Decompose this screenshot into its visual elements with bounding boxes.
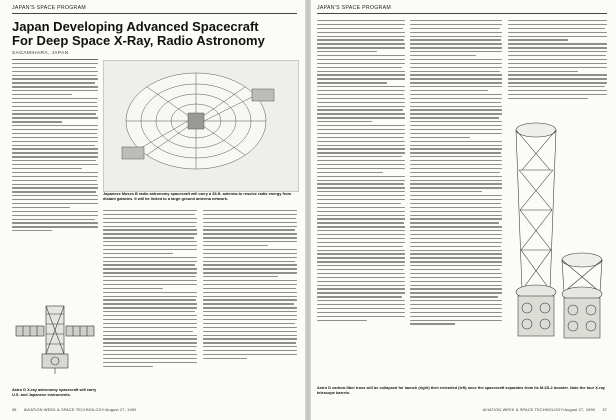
right-page	[311, 0, 616, 420]
header-rule	[12, 13, 297, 14]
body-column-5	[410, 20, 502, 327]
truss-caption: Astro D carbon-fiber truss will be collapsed for launch (right) then extended (left) once the spacecraft separates from its M-3S-2 booster. Note the four X-ray telescope barrels.	[317, 385, 605, 395]
left-page	[0, 0, 305, 420]
astro-d-truss-illustration	[508, 110, 607, 365]
left-folio	[12, 408, 136, 412]
astro-d-drawing	[12, 300, 98, 385]
astro-d-caption: Astro D X-ray astronomy spacecraft will carry U.S. and Japanese instruments.	[12, 387, 97, 397]
section-header: JAPAN'S SPACE PROGRAM	[317, 5, 391, 11]
page-number: 37	[602, 408, 607, 412]
body-column-1	[12, 59, 98, 234]
muses-b-spacecraft-illustration	[104, 61, 298, 191]
muses-b-caption: Japanese Muses B radio astronomy spacecraft will carry a 33-ft. antenna to resolve radio energy from distant galaxies. It will be linked to a large ground antenna network.	[103, 191, 292, 201]
right-footer-text: AVIATION WEEK & SPACE TECHNOLOGY/August 27, 1990	[482, 408, 596, 412]
astro-d-truss-drawing	[508, 110, 607, 365]
page-number: 36	[12, 408, 17, 412]
right-folio	[317, 408, 607, 412]
header-rule	[317, 13, 607, 14]
headline-line-2: For Deep Space X-Ray, Radio Astronomy	[12, 33, 265, 48]
body-column-3	[203, 210, 297, 362]
astro-d-spacecraft-illustration	[12, 300, 98, 385]
body-column-6	[508, 20, 607, 102]
muses-b-photo	[103, 60, 299, 192]
body-column-4	[317, 20, 405, 323]
article-headline	[12, 20, 297, 48]
body-column-2	[103, 210, 197, 370]
section-header: JAPAN'S SPACE PROGRAM	[12, 5, 86, 11]
left-footer-text: AVIATION WEEK & SPACE TECHNOLOGY/August 27, 1990	[23, 408, 137, 412]
headline-line-1: Japan Developing Advanced Spacecraft	[12, 19, 259, 34]
byline: SAGAMIHARA, JAPAN	[12, 51, 69, 56]
